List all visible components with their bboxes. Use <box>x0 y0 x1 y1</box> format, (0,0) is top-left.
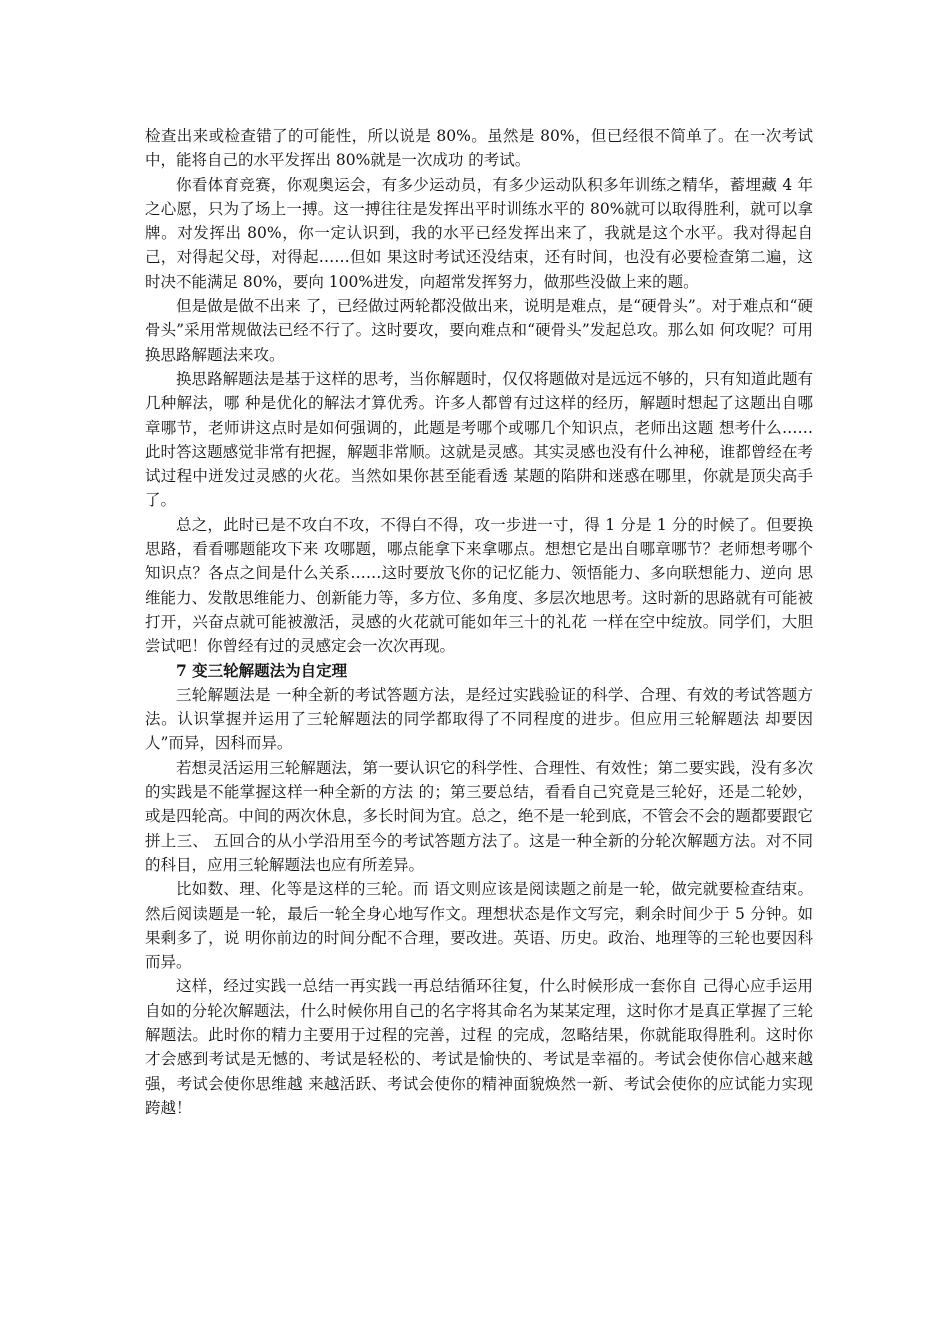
paragraph-conclusion: 这样，经过实践一总结一再实践一再总结循环往复，什么时候形成一套你自 己得心应手运用自如的分轮次解题法，什么时候你用自己的名字将其命名为某某定理，这时你才是真正掌握了三轮解题法。此时你的精力主要用于过程的完善，过程 的完成，忽略结果，你就能取得胜利。这时你才会感到考试是无憾的、考试是轻松的、考试是愉快的、考试是幸福的。考试会使你信心越来越强，考试会使你思维越 来越活跃、考试会使你的精神面貌焕然一新、考试会使你的应试能力实现跨越！ <box>145 977 813 1117</box>
paragraph-in-summary: 总之，此时已是不攻白不攻，不得白不得，攻一步进一寸，得 1 分是 1 分的时候了。但要换思路，看看哪题能攻下来 攻哪题，哪点能拿下来拿哪点。想想它是出自哪章哪节？老师想考哪个知识点？各点之间是什么关系……这时要放飞你的记忆能力、领悟能力、多向联想能力、逆向 思维能力、发散思维能力、创新能力等，多方位、多角度、多层次地思考。这时新的思路就有可能被打开，兴奋点就可能被激活，灵感的火花就可能如年三十的礼花 一样在空中绽放。同学们，大胆尝试吧！你曾经有过的灵感定会一次次再现。 <box>145 515 813 656</box>
section-heading: 7 变三轮解题法为自定理 <box>176 660 348 680</box>
paragraph-three-rounds-intro: 三轮解题法是 一种全新的考试答题方法，是经过实践验证的科学、合理、有效的考试答题方法。认识掌握并运用了三轮解题法的同学都取得了不同程度的进步。但应用三轮解题法 却要因人”而异，因科而异。 <box>145 685 813 753</box>
paragraph-continued: 检查出来或检查错了的可能性，所以说是 80%。虽然是 80%，但已经很不简单了。在一次考试中，能将自己的水平发挥出 80%就是一次成功 的考试。 <box>145 127 813 170</box>
paragraph-sports-analogy: 你看体育竞赛，你观奥运会，有多少运动员，有多少运动队积多年训练之精华，蓄埋藏 4 年之心愿，只为了场上一搏。这一搏往往是发挥出平时训练水平的 80%就可以取得胜利，就可以拿牌。对发挥出 80%，你一定认识到，我的水平已经发挥出来了，我就是这个水平。我对得起自己，对得起父母，对得起……但如 果这时考试还没结束，还有时间，也没有必要检查第二遍，这时决不能满足 80%，要向 100%进发，向超常发挥努力，做那些没做上来的题。 <box>145 175 813 291</box>
document-page <box>145 124 813 1120</box>
paragraph-change-thinking: 换思路解题法是基于这样的思考，当你解题时，仅仅将题做对是远远不够的，只有知道此题有几种解法，哪 种是优化的解法才算优秀。许多人都曾有过这样的经历，解题时想起了这题出自哪章哪节，老师讲这点时是如何强调的，此题是考哪个或哪几个知识点，老师出这题 想考什么……此时答这题感觉非常有把握，解题非常顺。这就是灵感。其实灵感也没有什么神秘，谁都曾经在考试过程中迸发过灵感的火花。当然如果你甚至能看透 某题的陷阱和迷惑在哪里，你就是顶尖高手了。 <box>145 369 813 510</box>
paragraph-flexible-use: 若想灵活运用三轮解题法，第一要认识它的科学性、合理性、有效性；第二要实践，没有多次的实践是不能掌握这样一种全新的方法 的；第三要总结，看看自己究竟是三轮好，还是二轮妙，或是四轮高。中间的两次休息，多长时间为宜。总之，绝不是一轮到底，不管会不会的题都要跟它拼上三、 五回合的从小学沿用至今的考试答题方法了。这是一种全新的分轮次解题方法。对不同的科目，应用三轮解题法也应有所差异。 <box>145 758 813 874</box>
paragraph-subject-examples: 比如数、理、化等是这样的三轮。而 语文则应该是阅读题之前是一轮，做完就要检查结束。然后阅读题是一轮，最后一轮全身心地写作文。理想状态是作文写完，剩余时间少于 5 分钟。如果剩多了，说 明你前边的时间分配不合理，要改进。英语、历史。政治、地理等的三轮也要因科而异。 <box>145 880 813 972</box>
paragraph-hard-problems: 但是做是做不出来 了，已经做过两轮都没做出来，说明是难点，是“硬骨头”。对于难点和“硬骨头”采用常规做法已经不行了。这时要攻，要向难点和“硬骨头”发起总攻。那么如 何攻呢？可用换思路解题法来攻。 <box>145 297 813 364</box>
